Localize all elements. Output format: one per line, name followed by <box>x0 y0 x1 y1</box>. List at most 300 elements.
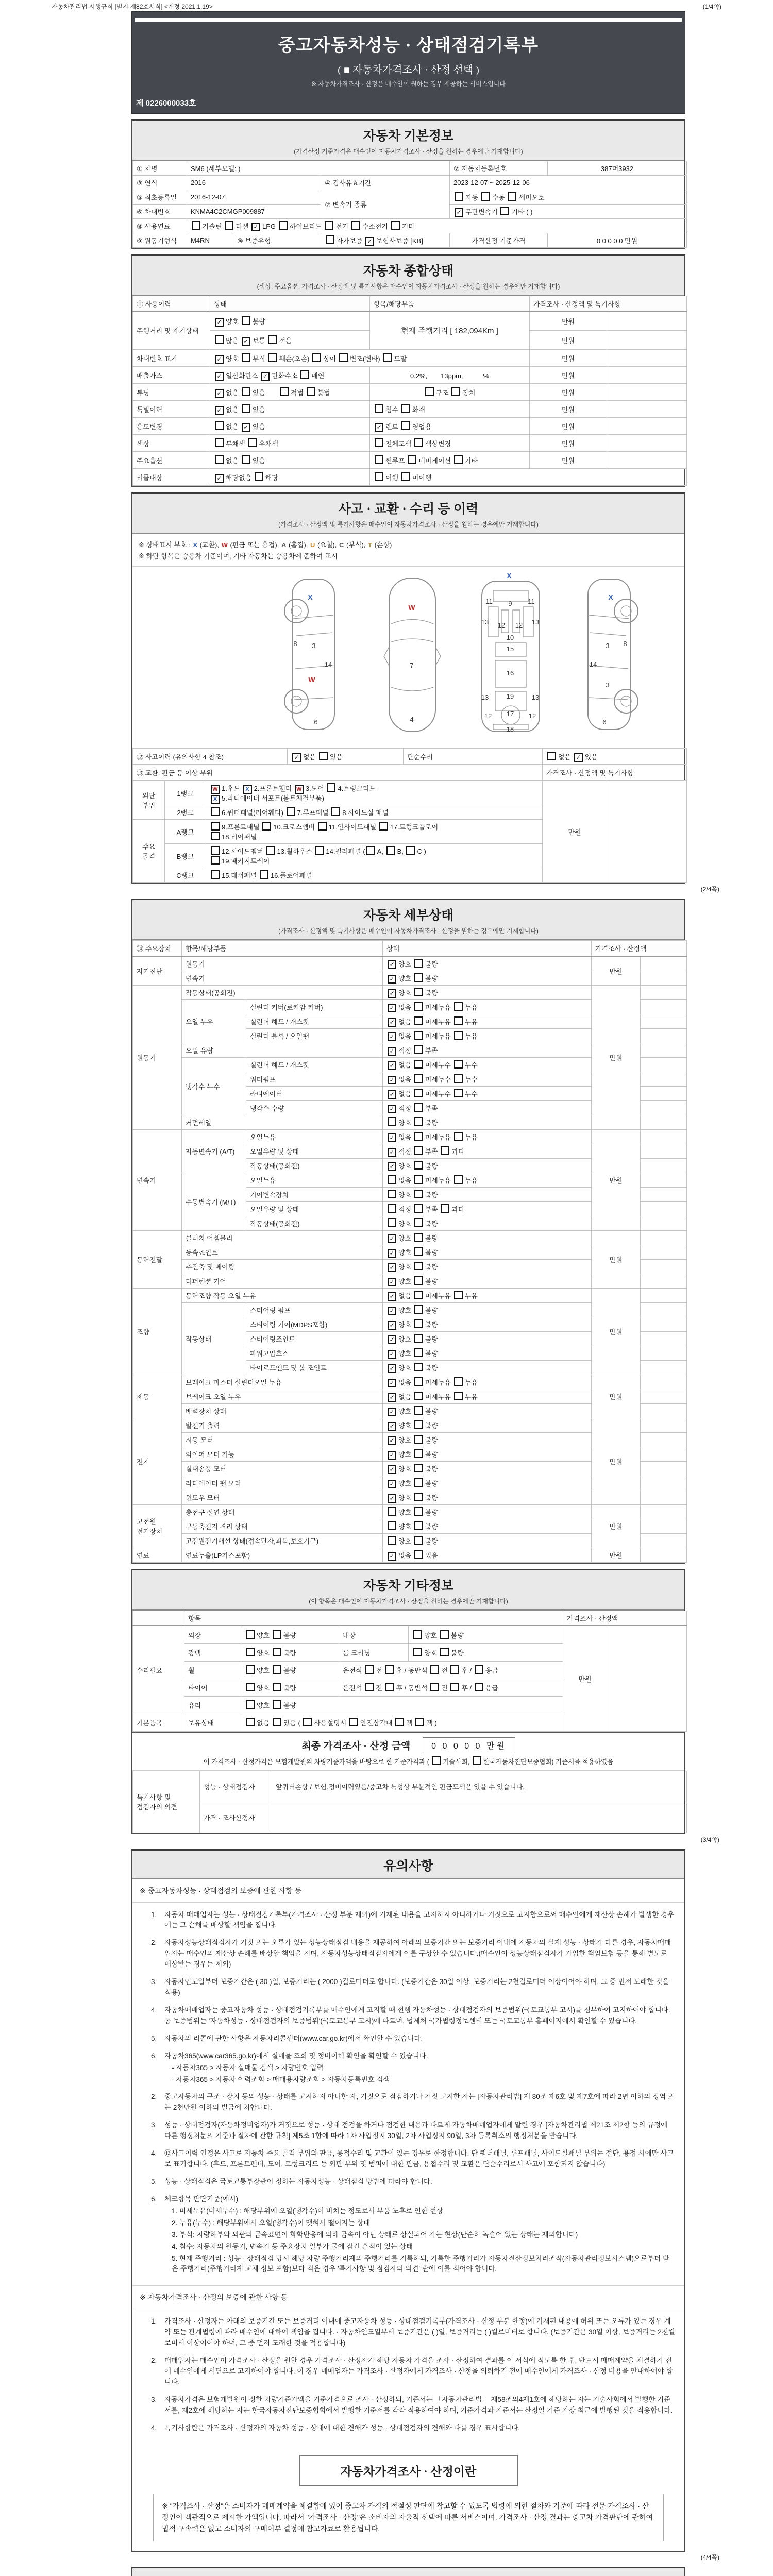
form-cell: ✓ 없음 미세누유 누유 <box>383 999 592 1014</box>
report-sheet <box>131 11 719 2576</box>
checkbox <box>246 1665 255 1674</box>
checkbox <box>475 1683 483 1691</box>
form-cell: A랭크 <box>165 820 206 844</box>
checked-checkbox <box>388 1263 396 1272</box>
form-cell <box>641 1100 687 1115</box>
car-damage-diagram <box>132 567 684 748</box>
form-cell <box>641 1331 687 1346</box>
price-definition-title: 자동차가격조사 · 산정이란 <box>299 2455 518 2486</box>
form-cell: ✓ 양호 불량 <box>383 1245 592 1259</box>
form-cell: 오일유량 및 상태 <box>246 1201 383 1216</box>
form-cell: 항목/해당부품 <box>370 296 530 312</box>
checkbox <box>262 822 271 831</box>
form-cell: 썬루프 네비게이션 기타 <box>370 452 530 469</box>
form-cell: 앞쿼터손상 / 보험.정비이력있음/중고차 특성상 부분적인 판금도색은 있을 수 있습니다. <box>272 1771 687 1802</box>
notice-item-number: 4. <box>151 2424 157 2432</box>
notice-item-number: 1. <box>151 2317 157 2326</box>
form-cell <box>641 1201 687 1216</box>
form-cell: ⑧ 사용연료 <box>133 219 187 233</box>
form-cell: 고전원 전기장치 <box>133 1504 182 1548</box>
checkbox <box>451 387 460 396</box>
diagram-part-number: 13 <box>481 693 489 701</box>
form-cell: M4RN <box>187 233 233 248</box>
notice-item-text: 특기사항란은 가격조사 · 산정자의 자동차 성능 · 상태에 대한 견해가 성능 · 상태점검자의 견해와 다를 경우 표시합니다. <box>164 2424 520 2432</box>
form-cell: 클러치 어셈블리 <box>182 1230 383 1245</box>
form-cell <box>607 331 687 350</box>
checkbox <box>273 1683 281 1691</box>
checked-checkbox <box>388 1379 396 1387</box>
checkbox <box>401 404 410 413</box>
checkbox <box>454 1089 463 1097</box>
form-cell: 양호 불량 <box>383 1187 592 1201</box>
form-cell <box>641 999 687 1014</box>
notice-item <box>151 2051 675 2086</box>
diagram-part-number: 13 <box>531 618 540 626</box>
form-cell: ✓ 없음 있음 적법 불법 <box>210 384 370 401</box>
form-cell <box>641 1432 687 1447</box>
checkbox <box>414 959 423 968</box>
checked-checkbox <box>388 1480 396 1488</box>
checkbox <box>414 1420 423 1429</box>
checkbox <box>388 1521 396 1530</box>
section-notice <box>131 1849 685 2552</box>
checkbox <box>414 1190 423 1198</box>
form-cell <box>641 1274 687 1288</box>
checkbox <box>413 1630 422 1639</box>
form-cell: 자가보증 ✓보험사보증 [KB] <box>321 233 450 248</box>
overall-state-table <box>132 296 684 486</box>
notice-item-number: 6. <box>151 2195 157 2203</box>
form-cell: ✓ 없음 미세누수 누수 <box>383 1072 592 1086</box>
car-side-left-view <box>284 579 334 730</box>
checked-checkbox <box>388 960 396 969</box>
car-top-view <box>384 578 441 732</box>
form-cell: 변속기 <box>133 1129 182 1230</box>
checkbox <box>383 353 392 362</box>
form-cell: 없음 있음 ( 사용설명서 안전삼각대 잭 잭 ) <box>241 1714 563 1731</box>
form-cell <box>641 1504 687 1519</box>
checked-checkbox <box>388 1090 396 1099</box>
notice-item-text: 자동차365(www.car365.go.kr)에서 실매물 조회 및 정비이력 확인을 확인할 수 있습니다. - 자동차365 > 자동차 실매물 검색 > 차량번호 입력 - 자동차365 > 자동차 이력조회 > 매매용차량조회 > 자동차등록번호 검색 <box>164 2051 675 2086</box>
checked-checkbox <box>388 1292 396 1301</box>
section-photos-title <box>132 2573 684 2576</box>
checked-checkbox <box>388 1278 396 1286</box>
form-cell <box>607 1626 687 1731</box>
checkbox <box>318 822 327 831</box>
section-basic-title: 자동차 기본정보 <box>363 129 454 143</box>
form-cell: ✓ 양호 불량 <box>383 1432 592 1447</box>
form-cell: 원동기 <box>182 956 383 971</box>
form-cell: 양호 불량 <box>383 1533 592 1548</box>
form-cell: 기본품목 <box>133 1714 184 1731</box>
checked-checkbox <box>292 753 301 762</box>
diagram-part-number: 14 <box>324 660 332 668</box>
form-cell <box>607 367 687 384</box>
form-cell <box>641 1447 687 1461</box>
diagram-part-number: 11 <box>528 598 535 605</box>
notice-item-text: ⑫사고이력 인정은 사고로 자동차 주요 골격 부위의 판금, 용접수리 및 교환이 있는 경우로 한정합니다. 단 쿼터패널, 루프패널, 사이드실패널 부위는 절단, 용접 시에만 사고로 표기합니다. (후드, 프론트펜더, 도어, 트렁크리드 등 외판 부위 및 범퍼에 대한 판금, 용접수리 및 교환은 단순수리로서 사고에 포함되지 않습니다) <box>164 2149 674 2168</box>
checkbox <box>303 1718 312 1726</box>
checkbox <box>215 335 224 344</box>
diagram-part-number: 10 <box>506 634 514 641</box>
notice-item-text: 성능 · 상태점검은 국토교통부장관이 정하는 자동차성능 · 상태점검 방법에 따라야 합니다. <box>164 2178 432 2186</box>
diagram-part-number: 12 <box>484 712 492 720</box>
checkbox <box>414 1291 423 1299</box>
checkbox <box>414 1435 423 1444</box>
form-cell <box>641 1086 687 1100</box>
notice-item <box>151 1977 675 1998</box>
checked-checkbox <box>215 372 224 381</box>
checkbox <box>395 1718 404 1726</box>
section-detail-state <box>131 899 685 1564</box>
form-cell: ⑥ 차대번호 <box>133 205 187 219</box>
price-cell: 만원 <box>592 1375 641 1418</box>
price-definition-box <box>132 2445 684 2551</box>
checkbox <box>430 1665 439 1674</box>
notice-item-subtext: - 자동차365 > 자동차 실매물 검색 > 차량번호 입력 <box>172 2063 324 2072</box>
form-cell: ✓ 양호 불량 <box>383 1274 592 1288</box>
form-cell: 작동상태(공회전) <box>246 1216 383 1230</box>
checkbox <box>375 438 383 447</box>
price-cell: 만원 <box>592 1288 641 1375</box>
form-cell: 리콜대상 <box>133 469 210 486</box>
checkbox <box>225 221 233 230</box>
checkbox <box>414 1233 423 1242</box>
checkbox <box>349 1718 358 1726</box>
form-cell <box>607 781 687 883</box>
form-cell: 브레이크 마스터 실린더오일 누유 <box>182 1375 383 1389</box>
notice-item-text: 자동차성능상태점검자가 거짓 또는 오류가 있는 성능상태점검 내용을 제공하여 아래의 보증기간 또는 보증거리 이내에 자동차의 실제 성능 · 상태가 다른 경우, 자동차매매업자는 매수인의 재산상 손해를 배상할 책임을 지며, 자동차성능상태점검자에게 이를 구상할 수 있습니다.(매수인이 성능상태점검자가 가입한 책임보험 등을 통해 별도로 배상받는 경우는 제외) <box>164 1939 671 1969</box>
form-cell: 양호 불량 <box>383 1115 592 1129</box>
section-photos <box>131 2567 685 2576</box>
form-cell <box>641 1461 687 1476</box>
form-cell: 양호 불량 <box>241 1661 339 1679</box>
notice-item <box>151 2395 675 2416</box>
checkbox <box>414 1016 423 1025</box>
form-cell: 휠 <box>184 1661 241 1679</box>
checkbox <box>414 988 423 996</box>
checkbox <box>414 1146 423 1155</box>
checked-checkbox <box>388 1018 396 1027</box>
checked-checkbox <box>215 318 224 327</box>
form-cell: ⑨ 원동기형식 <box>133 233 187 248</box>
form-cell <box>272 1802 687 1833</box>
form-cell: 양호 불량 <box>241 1643 339 1661</box>
checkbox <box>454 1291 463 1299</box>
checkbox <box>388 1117 396 1126</box>
document-number: 제 0226000033호 <box>136 99 196 108</box>
price-cell: 만원 <box>592 985 641 1129</box>
notice-item-text: 중고자동차의 구조 · 장치 등의 성능 · 상태를 고지하지 아니한 자, 거짓으로 점검하거나 거짓 고지한 자는 [자동차관리법] 제 80조 제6호 및 제7호에 따라 2년 이하의 징역 또는 2천만원 이하의 벌금에 처합니다. <box>164 2093 675 2112</box>
checked-checkbox <box>388 1133 396 1142</box>
checkbox <box>388 1175 396 1184</box>
form-cell: 작동상태(공회전) <box>182 985 383 999</box>
form-cell: 파워고압호스 <box>246 1346 383 1360</box>
checked-checkbox <box>388 1335 396 1344</box>
form-cell: 양호 불량 <box>383 1216 592 1230</box>
checkbox <box>279 221 288 230</box>
car-side-right-view <box>588 579 638 730</box>
diagram-part-number: 9 <box>508 600 512 607</box>
checkbox <box>242 353 250 362</box>
checkbox <box>414 1464 423 1472</box>
form-cell: ✓양호 불량 <box>210 312 370 331</box>
notice-subsection1-title: ※ 중고자동차성능 · 상태점검의 보증에 관한 사항 등 <box>132 1879 684 1903</box>
form-cell: ✓ 없음 미세누유 누유 <box>383 1129 592 1144</box>
checkbox <box>432 1756 441 1765</box>
form-cell: 가격 · 조사산정자 <box>200 1802 272 1833</box>
diagram-part-number: 3 <box>606 642 610 650</box>
diagram-damage-mark: W <box>408 603 415 612</box>
form-cell: 스티어링 기어(MDPS포함) <box>246 1317 383 1331</box>
form-cell: 광택 <box>184 1643 241 1661</box>
form-cell: ✓ 없음 미세누유 누유 <box>383 1014 592 1028</box>
checkbox <box>327 783 335 792</box>
final-price-row <box>132 1732 684 1755</box>
form-cell: 많음 ✓보통 적음 <box>210 331 370 350</box>
checkbox <box>475 1665 483 1674</box>
form-cell <box>641 1173 687 1187</box>
form-cell: 외장 <box>184 1626 241 1643</box>
checkbox <box>331 807 340 816</box>
checked-checkbox <box>388 989 396 998</box>
section-etc-note: (이 항목은 매수인이 자동차가격조사 · 산정을 원하는 경우에만 기재합니다) <box>309 1597 508 1605</box>
state-code-legend-line2: ※ 하단 항목은 승용차 기준이며, 기타 자동차는 승용차에 준하여 표시 <box>139 552 338 560</box>
section-overall-note: (색상, 주요옵션, 가격조사 · 산정액 및 특기사항은 매수인이 자동차가격조사 · 산정을 원하는 경우에만 기재합니다) <box>257 283 560 290</box>
diagram-part-number: 13 <box>481 618 489 626</box>
checkbox <box>408 455 416 464</box>
form-cell: ⑤ 최초등록일 <box>133 190 187 205</box>
checked-checkbox <box>388 1552 396 1561</box>
form-cell: 오일 누유 <box>182 999 246 1043</box>
form-cell <box>641 1072 687 1086</box>
form-cell: 연료 <box>133 1548 182 1562</box>
form-cell: 유리 <box>184 1696 241 1714</box>
form-cell: 기어변속장치 <box>246 1187 383 1201</box>
section-basic-info <box>131 119 685 249</box>
notice-item-subtext: 3. 부식: 차량하부와 외판의 금속표면이 화학반응에 의해 금속이 아닌 상태로 상실되어 가는 현상(단순히 녹슬어 있는 상태는 제외합니다) <box>172 2230 578 2239</box>
checkbox <box>414 1406 423 1415</box>
checkbox <box>414 1175 423 1184</box>
checkbox <box>211 846 220 855</box>
price-cell: 만원 <box>592 1418 641 1504</box>
checkbox <box>441 1146 449 1155</box>
checked-checkbox <box>388 1422 396 1431</box>
form-cell: ✓ 무단변속기 기타 ( ) <box>450 205 687 219</box>
report-subtitle-note: ※ 자동차가격조사 · 산정은 매수인이 원하는 경우 제공하는 서비스입니다 <box>311 80 506 88</box>
checked-checkbox <box>242 337 250 346</box>
form-cell: ✓ 양호 불량 <box>383 1360 592 1375</box>
checkbox <box>273 1630 281 1639</box>
form-cell: 2016-12-07 <box>187 190 321 205</box>
section-notice-header <box>132 1851 684 1879</box>
form-cell: ✓ 양호 불량 <box>383 1346 592 1360</box>
form-cell: ✓ 없음 있음 <box>288 749 404 765</box>
notice-item-text: 자동차인도일부터 보증기간은 ( 30 )일, 보증거리는 ( 2000 )킬로미터로 합니다. (보증기간은 30일 이상, 보증거리는 2천킬로미터 이상이어야 하며, 그 중 먼저 도래한 것을 적용) <box>164 1978 669 1997</box>
checkbox <box>375 455 383 464</box>
form-cell: 워터펌프 <box>246 1072 383 1086</box>
form-cell: ③ 연식 <box>133 176 187 190</box>
checkbox <box>325 221 333 230</box>
checked-checkbox <box>455 208 463 217</box>
checkbox <box>414 1363 423 1371</box>
form-cell: 튜닝 <box>133 384 210 401</box>
detail-state-table <box>132 940 684 1563</box>
state-code-letter: W <box>221 541 228 549</box>
notice-item <box>151 2033 675 2044</box>
diagram-part-number: 3 <box>606 681 610 689</box>
form-cell: ⑫ 사고이력 (유의사항 4 참조) <box>133 749 288 765</box>
checkbox <box>500 207 509 215</box>
price-cell: 만원 <box>530 418 607 435</box>
checked-checkbox <box>388 1465 396 1474</box>
price-cell: 만원 <box>530 401 607 418</box>
checkbox <box>413 1648 422 1656</box>
form-cell: 387머3932 <box>548 161 687 176</box>
checked-checkbox <box>388 1494 396 1503</box>
form-cell: ✓ 적정 부족 <box>383 1043 592 1057</box>
page-marker-1: (1/4쪽) <box>702 3 721 10</box>
notice-items-1 <box>132 1903 684 2286</box>
notice-item-number: 4. <box>151 2149 157 2158</box>
form-cell: ✓ 양호 불량 <box>383 1259 592 1274</box>
special-notes-table <box>132 1771 684 1833</box>
notice-item <box>151 2177 675 2188</box>
diagram-part-number: 8 <box>623 640 627 648</box>
form-cell: 12.사이드멤버 13.휠하우스 14.필러패널 ( A, B, C ) 19.패키지트레이 <box>206 844 543 868</box>
form-cell: 운전석 전 후 / 동반석 전 후 / 응급 <box>339 1679 563 1696</box>
diagram-part-number: 14 <box>589 660 597 668</box>
checked-checkbox <box>388 1105 396 1113</box>
form-cell: ✓ 양호 불량 <box>383 1447 592 1461</box>
notice-item <box>151 2194 675 2275</box>
diagram-part-number: 12 <box>497 621 506 629</box>
form-cell: 윈도우 모터 <box>182 1490 383 1504</box>
form-cell: ✓ 없음 미세누수 누수 <box>383 1057 592 1072</box>
form-cell: 고전원전기배선 상태(접속단자,피복,보호기구) <box>182 1533 383 1548</box>
form-cell: 0.2%, 13ppm, % <box>370 367 530 384</box>
checkbox <box>414 973 423 982</box>
final-price-amount: 0 0 0 0 0 만원 <box>423 1737 515 1753</box>
checkbox <box>414 1132 423 1141</box>
page-marker-2: (2/4쪽) <box>700 886 719 893</box>
form-cell: ✓ 양호 불량 <box>383 985 592 999</box>
form-cell <box>641 1476 687 1490</box>
checkbox <box>375 472 383 481</box>
form-cell: ✓ 양호 불량 <box>383 1403 592 1418</box>
form-cell: 양호 불량 <box>241 1696 563 1714</box>
checkbox <box>280 387 289 396</box>
notice-item <box>151 2092 675 2113</box>
checked-checkbox <box>388 1148 396 1157</box>
form-cell: 성능 · 상태점검자 <box>200 1771 272 1802</box>
form-cell: 가격조사 · 산정액 및 특기사항 <box>543 765 687 781</box>
form-cell: 2023-12-07 ~ 2025-12-06 <box>450 176 687 190</box>
form-cell: 양호 불량 <box>383 1519 592 1533</box>
checkbox <box>401 472 410 481</box>
form-cell <box>133 1611 184 1626</box>
form-cell: 수동변속기 (M/T) <box>182 1173 246 1230</box>
form-cell: 조향 <box>133 1288 182 1375</box>
checkbox <box>454 1175 463 1184</box>
checkbox <box>414 1074 423 1083</box>
checkbox <box>414 438 423 447</box>
form-cell: 0 0 0 0 0 만원 <box>548 233 687 248</box>
form-cell: 제동 <box>133 1375 182 1418</box>
checked-checkbox <box>261 372 270 381</box>
form-cell: 라디에이터 팬 모터 <box>182 1476 383 1490</box>
notice-item <box>151 1938 675 1970</box>
notice-item-number: 3. <box>151 2395 157 2403</box>
checkbox <box>365 1683 374 1691</box>
form-cell <box>641 1490 687 1504</box>
form-cell: 차대번호 표기 <box>133 350 210 367</box>
checked-checkbox <box>388 975 396 984</box>
form-cell: 가솔린 디젤 ✓LPG 하이브리드 전기 수소전기 기타 <box>187 219 687 233</box>
form-cell: 오일누유 <box>246 1173 383 1187</box>
form-cell: 전기 <box>133 1418 182 1504</box>
form-cell <box>607 418 687 435</box>
price-cell: 만원 <box>563 1626 607 1731</box>
checkbox <box>414 1103 423 1112</box>
checked-checkbox <box>375 423 383 432</box>
section-accident-note: (가격조사 · 산정액 및 특기사항은 매수인이 자동차가격조사 · 산정을 원하는 경우에만 기재합니다) <box>278 521 539 528</box>
form-cell <box>607 401 687 418</box>
checkbox <box>454 1074 463 1083</box>
section-detail-header <box>132 900 684 940</box>
section-overall-header <box>132 256 684 296</box>
checkbox <box>441 1204 449 1213</box>
diagram-damage-mark: X <box>608 593 613 601</box>
form-cell: 가격조사 · 산정액 및 특기사항 <box>530 296 687 312</box>
price-definition-text: ※ "가격조사 · 산정"은 소비자가 매매계약을 체결함에 있어 중고차 가격의 적절성 판단에 참고할 수 있도록 법령에 의한 절차와 기준에 따라 전문 가격조사 · 산정인이 객관적으로 제시한 가액입니다. 따라서 "가격조사 · 산정"은 소비자의 자율적 선택에 따른 서비스이며, 가격조사 · 산정 결과는 중고차 가격판단에 관하여 법적 구속력은 없고 소비자의 구매여부 결정에 참고자료로 활용됩니다. <box>153 2494 664 2541</box>
form-cell: ⑪ 사용이력 <box>133 296 210 312</box>
checkbox <box>268 353 277 362</box>
checkbox <box>454 1002 463 1011</box>
form-cell <box>641 1028 687 1043</box>
checkbox <box>414 1392 423 1400</box>
diagram-part-number: 7 <box>410 662 414 669</box>
notice-item-number: 5. <box>151 2178 157 2186</box>
checkbox <box>211 822 220 831</box>
checked-checkbox <box>215 389 224 398</box>
form-cell: ✓ 적정 부족 과다 <box>383 1144 592 1158</box>
price-cell: 만원 <box>592 1230 641 1288</box>
checkbox <box>454 1377 463 1386</box>
form-cell <box>641 1302 687 1317</box>
checkbox <box>215 455 224 464</box>
section-etc-header <box>132 1570 684 1611</box>
checkbox <box>454 1132 463 1141</box>
price-cell: 만원 <box>592 956 641 986</box>
form-cell: ✓ 해당없음 해당 <box>210 469 370 486</box>
diagram-part-number: 12 <box>528 712 536 720</box>
form-cell: 브레이크 오일 누유 <box>182 1389 383 1403</box>
final-price-label: 최종 가격조사 · 산정 금액 <box>301 1740 411 1752</box>
checked-checkbox <box>388 1436 396 1445</box>
section-etc-title: 자동차 기타정보 <box>363 1579 454 1593</box>
form-cell <box>641 1403 687 1418</box>
notice-item <box>151 2316 675 2349</box>
form-cell <box>641 1259 687 1274</box>
checkbox <box>547 752 556 760</box>
notice-item <box>151 2423 675 2434</box>
checkbox <box>312 353 321 362</box>
checked-checkbox <box>388 1321 396 1330</box>
checkbox <box>211 807 220 816</box>
checkbox <box>414 1204 423 1213</box>
form-cell: 단순수리 <box>404 749 543 765</box>
